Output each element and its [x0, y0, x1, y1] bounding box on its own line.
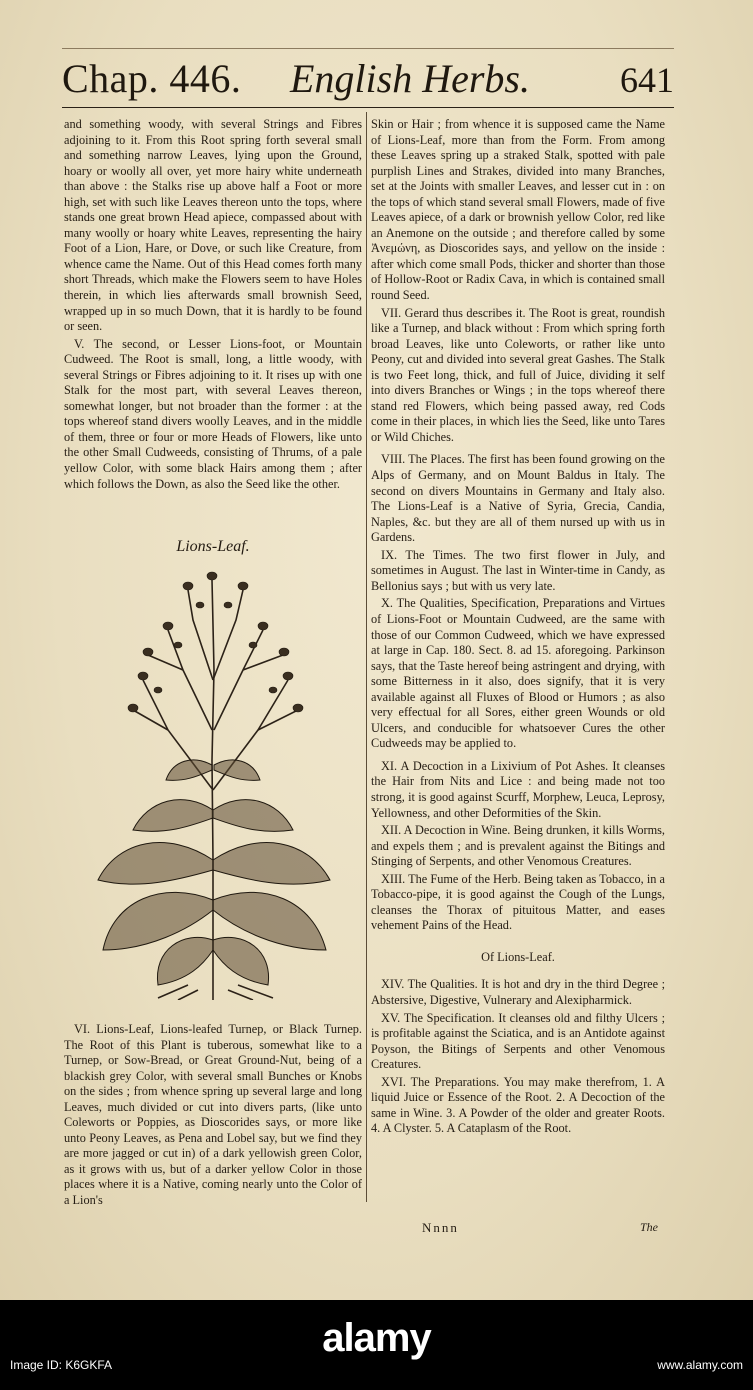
image-id-label: Image ID: K6GKFA [10, 1358, 113, 1372]
paragraph: VI. Lions-Leaf, Lions-leafed Turnep, or Black Turnep. The Root of this Plant is tuberous, somewhat like to a Turnep, or Sow-Bread, or Great Ground-Nut, being of a blackish grey Color, with several small Bunches or Knobs on the sides ; from whence spring up several large and long Leaves, much divided or cut into divers parts, (like unto Coleworts or Poppies, as Dioscorides says, or more like unto Peony Leaves, as Pena and Lobel say, but we find they are more jagged or cut in) of a dark yellowish green Color, as it grows with us, but of a darker yellow Color in those places where it is a Native, coming nearly unto the Color of a Lion's [64, 1022, 362, 1208]
source-url-label: www.alamy.com [657, 1358, 743, 1372]
paragraph: and something woody, with several Strings and Fibres adjoining to it. From this Root spring forth several small and something narrow Leaves, lying upon the Ground, hoary or woolly all over, yet more hairy white underneath than above : the Stalks rise up above half a Foot or more high, set with such like Leaves thereon unto the tops, where stands one great brown Head apiece, compassed about with many woolly or hoary white Leaves, representing the hairy Foot of a Lion, Hare, or Dove, or such like Creature, from whence came the Name. Out of this Head comes forth many short Threads, which make the Flowers seem to have Holes therein, in which lies afterwards small brownish Seed, wrapped up in so much Down, that it is hardly to be found or seen. [64, 117, 362, 334]
chapter-label: Chap. 446. [62, 56, 242, 101]
paragraph: XIV. The Qualities. It is hot and dry in the third Degree ; Abstersive, Digestive, Vulnerary and Alexipharmick. [371, 977, 665, 1007]
watermark-logo: alamy [322, 1316, 431, 1360]
subheading: Of Lions-Leaf. [481, 949, 555, 964]
paragraph: XV. The Specification. It cleanses old and filthy Ulcers ; is profitable against the Sciatica, and is an Antidote against Poyson, the Bitings of Serpents and other Venomous Creatures. [371, 1010, 665, 1072]
catchword: The [640, 1220, 658, 1234]
paragraph: XIII. The Fume of the Herb. Being taken as Tobacco, in a Tobacco-pipe, it is good against the Cough of the Lungs, cleanses the Thorax of pituitous Matter, and eases vehement Pains of the Head. [371, 871, 665, 933]
section-title: English Herbs. [290, 56, 530, 101]
page-number: 641 [620, 60, 674, 100]
signature-mark: Nnnn [422, 1220, 459, 1235]
paragraph: XVI. The Preparations. You may make therefrom, 1. A liquid Juice or Essence of the Root. 2. A Decoction of the same in Wine. 3. A Powder of the older and greater Roots. 4. A Clyster. 5. A Cataplasm of the Root. [371, 1074, 665, 1136]
paragraph: VII. Gerard thus describes it. The Root is great, roundish like a Turnep, and black without : From which spring forth broad Leaves, like unto Coleworts, or rather like unto Peony, cut and divided into several great Gashes. The Stalk is two Feet long, thick, and full of Juice, dividing it self into divers Branches or Wings ; in the tops whereof there stand red Flowers, which being passed away, red Cods come in their places, in which lies the Seed, like unto Tares or Wild Chiches. [371, 305, 665, 444]
right-column [371, 117, 665, 1139]
paragraph: VIII. The Places. The first has been found growing on the Alps of Germany, and on Mount Baldus in Italy. The second on divers Mountains in Germany and Italy also. The Lions-Leaf is a Native of Syria, Grecia, Candia, Naples, &c. but they are all of them nursed up with us in Gardens. [371, 452, 665, 545]
column-divider [366, 112, 367, 1202]
paragraph: XI. A Decoction in a Lixivium of Pot Ashes. It cleanses the Hair from Nits and Lice : and being made not too strong, it is good against Scurff, Morphew, Leuca, Leprosy, Yellowness, and other Deformities of the Skin. [371, 758, 665, 820]
left-column-top [64, 117, 362, 494]
left-column-bottom [64, 1022, 362, 1211]
paragraph: X. The Qualities, Specification, Preparations and Virtues of Lions-Foot or Mountain Cudweed, are the same with those of our Common Cudweed, which we have expressed at large in Cap. 180. Sect. 8. ad 15. aforegoing. Parkinson says, that the Taste hereof being astringent and drying, with some Bitterness in it also, does signify, that it is very available against all Fluxes of Blood or Humors ; as also very effectual for all Sores, either green Wounds or old Ulcers, and conducible for whatsoever Cures the other Cudweeds may be applied to. [371, 596, 665, 751]
paragraph: XII. A Decoction in Wine. Being drunken, it kills Worms, and expels them ; and is prevalent against the Bitings and Stinging of Serpents, and other Venomous Creatures. [371, 823, 665, 869]
lions-leaf-illustration [88, 560, 338, 1000]
figure-caption: Lions-Leaf. [176, 538, 250, 555]
paragraph: IX. The Times. The two first flower in July, and sometimes in August. The last in Winter-time in Candy, as Bellonius says ; but with us very late. [371, 547, 665, 593]
paragraph: Skin or Hair ; from whence it is supposed came the Name of Lions-Leaf, more than from the Form. From among these Leaves spring up a straked Stalk, spotted with pale purplish Lines and Strakes, divided into many Branches, set at the Joints with smaller Leaves, and lesser cut in : on the tops of which stand several small Flowers, made of five Leaves apiece, of a dark or brownish yellow Color, red like an Anemone on the outside ; and therefore called by some Ἀνεμώνη, as Dioscorides says, and yellow on the inside : after which come small Pods, thicker and shorter than those of Hollow-Root or Radix Cava, in which is contained small round Seed. [371, 117, 665, 303]
running-header [62, 48, 674, 108]
paragraph: V. The second, or Lesser Lions-foot, or Mountain Cudweed. The Root is small, long, a little woody, with several Strings or Fibres adjoining to it. It rises up with one Stalk for the most part, with several Leaves thereon, somewhat longer, but not broader than the former : at the tops whereof stand divers woolly Leaves, and in the middle of them, three or four or more Heads of Flowers, like unto the other Small Cudweeds, consisting of Thrums, of a pale yellow Color, with some black Hairs among them ; after which follows the Down, as also the Seed like the other. [64, 336, 362, 491]
